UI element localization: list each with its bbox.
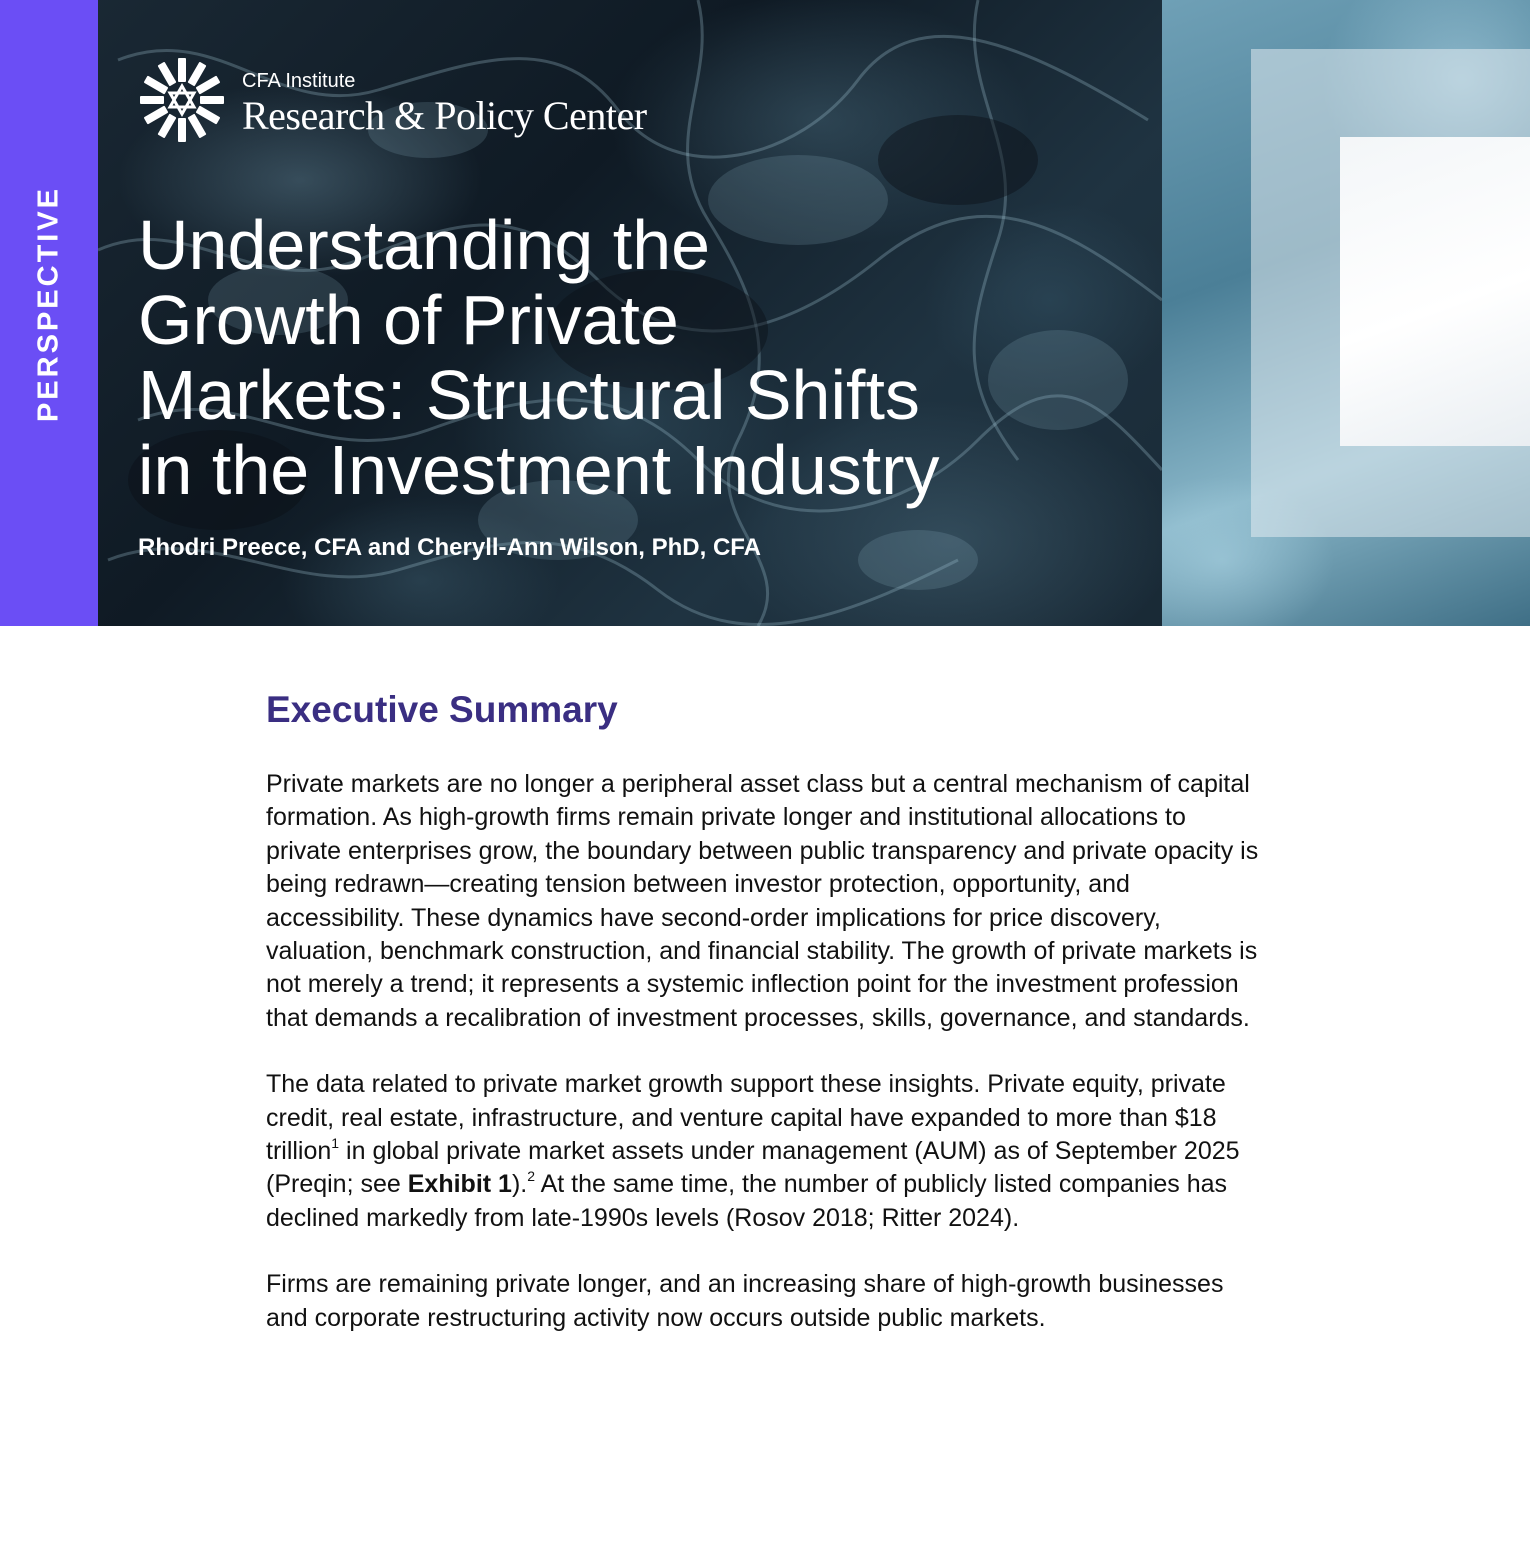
summary-paragraph-3: Firms are remaining private longer, and an increasing share of high-growth businesses and corporate restructuring activity now occurs outside public markets. xyxy=(266,1270,1224,1332)
footnote-ref-1[interactable]: 1 xyxy=(331,1134,340,1151)
footnote-ref-2[interactable]: 2 xyxy=(527,1168,536,1185)
title-line-2: Growth of Private xyxy=(138,281,679,359)
cfa-starburst-icon xyxy=(138,56,226,144)
author-byline: Rhodri Preece, CFA and Cheryll-Ann Wilson, PhD, CFA xyxy=(138,534,761,561)
exhibit-reference[interactable]: Exhibit 1 xyxy=(407,1170,512,1199)
decorative-frame-inner xyxy=(1340,137,1530,446)
document-title xyxy=(138,208,1118,508)
section-heading: Executive Summary xyxy=(266,689,618,730)
category-label: PERSPECTIVE xyxy=(32,185,65,423)
logo-center-name: Research & Policy Center xyxy=(242,93,647,138)
paragraph-2-text-c: ). xyxy=(511,1170,528,1199)
category-band xyxy=(0,0,98,626)
summary-paragraph-2 xyxy=(266,1068,1266,1235)
paragraph-2-text-a: The data related to private market growth support these insights. Private equity, private credit, real estate, infrastructure, and venture capital have expanded to more than $18 trillion xyxy=(266,1070,1226,1166)
title-line-4: in the Investment Industry xyxy=(138,431,940,509)
paragraph-2-text-b: in global private market assets under management (AUM) as of September 2025 (Preqin; see xyxy=(266,1137,1240,1199)
title-line-1: Understanding the xyxy=(138,206,711,284)
title-line-3: Markets: Structural Shifts xyxy=(138,356,920,434)
summary-paragraph-1: Private markets are no longer a peripheral asset class but a central mechanism of capital formation. As high-growth firms remain private longer and institutional allocations to private enterprises grow, the boundary between public transparency and private opacity is being redrawn—creating tension between investor protection, opportunity, and accessibility. These dynamics have second-order implications for price discovery, valuation, benchmark construction, and financial stability. The growth of private markets is not merely a trend; it represents a systemic inflection point for the investment profession that demands a recalibration of investment processes, skills, governance, and standards. xyxy=(266,770,1259,1032)
executive-summary-section xyxy=(266,684,1266,1335)
paragraph-2-text-d: At the same time, the number of publicly listed companies has declined markedly from late-1990s levels (Rosov 2018; Ritter 2024). xyxy=(266,1170,1228,1232)
logo-org-name: CFA Institute xyxy=(242,70,356,92)
hero-banner xyxy=(0,0,1530,626)
